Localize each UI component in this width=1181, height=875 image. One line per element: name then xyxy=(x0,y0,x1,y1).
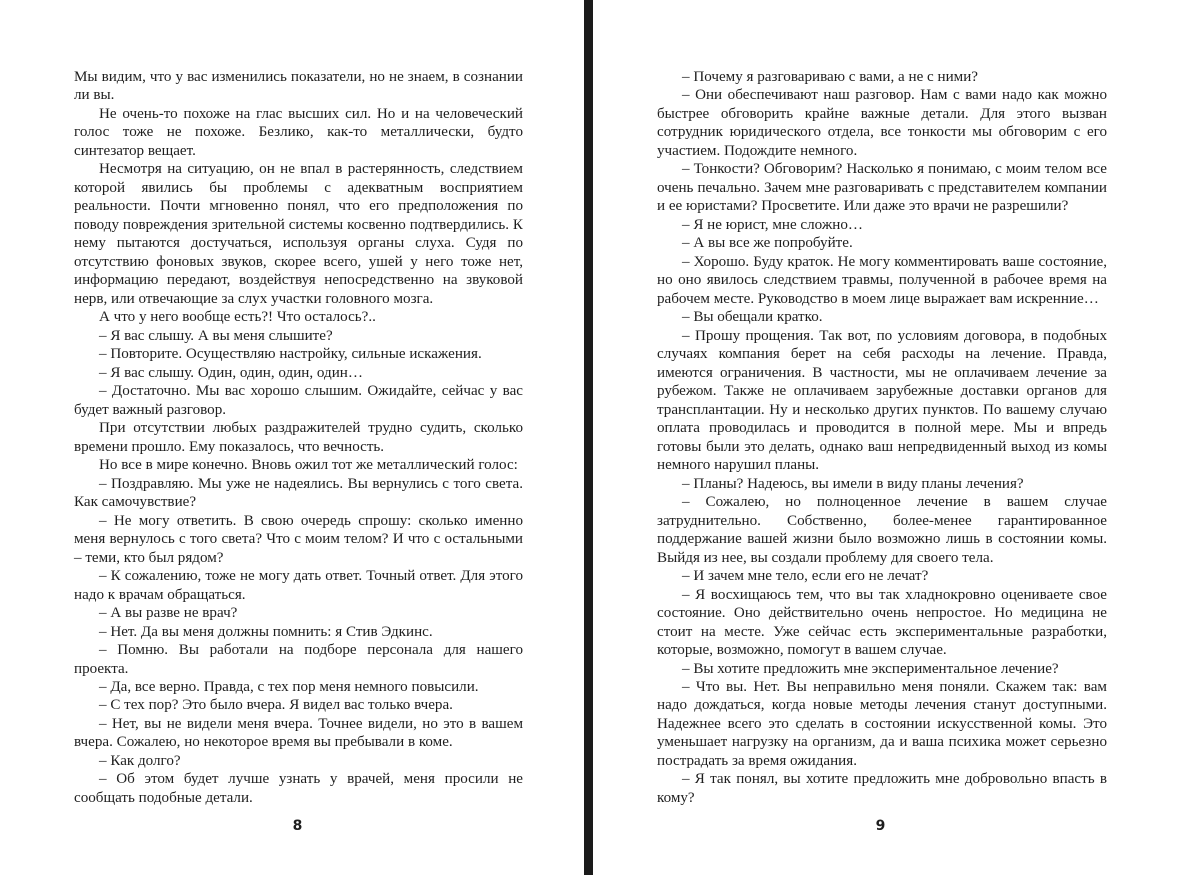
paragraph: Но все в мире конечно. Вновь ожил тот же металлический голос: xyxy=(99,457,518,474)
dialogue-line: – Помню. Вы работали на подборе персонала для нашего проекта. xyxy=(74,642,523,677)
paragraph: Несмотря на ситуацию, он не впал в растерянность, следствием которой явились бы проблемы с адекватным восприятием реальности. Почти мгновенно понял, что его предположения по поводу повреждения зрительной системы косвенно подтвердились. К нему пытаются достучаться, используя органы слуха. Судя по отсутствию фоновых звуков, скорее всего, ушей у него тоже нет, информацию передают, воздействуя непосредственно на звуковой нерв, или отвечающие за слух участки головного мозга. xyxy=(74,161,523,307)
paragraph: Не очень-то похоже на глас высших сил. Но и на человеческий голос тоже не похоже. Безлико, как-то металлически, будто синтезатор вещает. xyxy=(74,105,523,159)
dialogue-line: – Об этом будет лучше узнать у врачей, меня просили не сообщать подобные детали. xyxy=(74,771,523,806)
dialogue-line: – Прошу прощения. Так вот, по условиям договора, в подобных случаях компания берет на себя расходы на лечение. Правда, имеются ограничения. В частности, мы не оплачиваем лечение за рубежом. Также не оплачиваем зарубежные доставки органов для трансплантации. Ну и несколько других пунктов. По вашему случаю оплата проводилась и проводится в полной мере. Мы и впредь готовы были это делать, однако ваш непредвиденный выход из комы немного нарушил планы. xyxy=(657,327,1107,474)
paragraph: При отсутствии любых раздражителей трудно судить, сколько времени прошло. Ему показалось, что вечность. xyxy=(74,420,523,455)
dialogue-line: – А вы все же попробуйте. xyxy=(682,235,853,252)
page-number: 8 xyxy=(292,818,304,834)
dialogue-line: – Я восхищаюсь тем, что вы так хладнокровно оцениваете свое состояние. Оно действительно очень непростое. Но медицина не стоит на месте. Уже сейчас есть экспериментальные разработки, которые, возможно, помогут в вашем случае. xyxy=(657,586,1107,659)
right-page-text xyxy=(657,68,1107,807)
dialogue-line: – Тонкости? Обговорим? Насколько я понимаю, с моим телом все очень печально. Зачем мне разговаривать с представителем компании и ее юристами? Просветите. Или даже это врачи не разрешили? xyxy=(657,161,1107,215)
dialogue-line: – А вы разве не врач? xyxy=(99,605,238,622)
dialogue-line: – Нет. Да вы меня должны помнить: я Стив Эдкинс. xyxy=(99,623,433,640)
book-spine xyxy=(584,0,593,875)
dialogue-line: – С тех пор? Это было вчера. Я видел вас только вчера. xyxy=(99,697,453,714)
dialogue-line: – Я вас слышу. Один, один, один, один… xyxy=(99,364,363,381)
dialogue-line: – Они обеспечивают наш разговор. Нам с вами надо как можно быстрее обговорить крайне важные детали. Для этого вызван сотрудник юридического отдела, все тонкости мы обговорим с его участием. Подождите немного. xyxy=(657,87,1107,159)
right-page xyxy=(593,0,1181,875)
dialogue-line: – Вы хотите предложить мне экспериментальное лечение? xyxy=(682,660,1059,677)
left-page xyxy=(0,0,584,875)
dialogue-line: – Я вас слышу. А вы меня слышите? xyxy=(99,327,333,344)
dialogue-line: – Да, все верно. Правда, с тех пор меня немного повысили. xyxy=(99,678,479,695)
paragraph: А что у него вообще есть?! Что осталось?.. xyxy=(99,309,376,326)
paragraph: Мы видим, что у вас изменились показатели, но не знаем, в сознании ли вы. xyxy=(74,69,523,104)
dialogue-line: – Достаточно. Мы вас хорошо слышим. Ожидайте, сейчас у вас будет важный разговор. xyxy=(74,383,523,418)
dialogue-line: – Я не юрист, мне сложно… xyxy=(682,216,863,233)
dialogue-line: – Вы обещали кратко. xyxy=(682,309,823,326)
dialogue-line: – Планы? Надеюсь, вы имели в виду планы лечения? xyxy=(682,475,1024,492)
dialogue-line: – Что вы. Нет. Вы неправильно меня поняли. Скажем так: вам надо дождаться, когда новые методы лечения станут доступными. Надежнее всего это сделать в состоянии искусственной комы. Это уменьшает нагрузку на организм, да и ваша психика может серьезно пострадать за время ожидания. xyxy=(657,678,1107,769)
dialogue-line: – Хорошо. Буду краток. Не могу комментировать ваше состояние, но оно явилось следствием травмы, полученной в рабочее время на рабочем месте. Руководство в моем лице выражает вам искренние… xyxy=(657,253,1107,307)
dialogue-line: – Сожалею, но полноценное лечение в вашем случае затруднительно. Собственно, более-менее гарантированное поддержание вашей жизни было возможно лишь в состоянии комы. Выйдя из нее, вы создали проблему для своего тела. xyxy=(657,494,1107,566)
dialogue-line: – Почему я разговариваю с вами, а не с ними? xyxy=(682,69,979,85)
left-page-text xyxy=(74,68,523,807)
page-number: 9 xyxy=(875,818,887,834)
dialogue-line: – Как долго? xyxy=(99,752,181,769)
dialogue-line: – Повторите. Осуществляю настройку, сильные искажения. xyxy=(99,346,482,363)
dialogue-line: – Поздравляю. Мы уже не надеялись. Вы вернулись с того света. Как самочувствие? xyxy=(74,475,523,511)
dialogue-line: – Не могу ответить. В свою очередь спрошу: сколько именно меня вернулось с того света? Что с моим телом? И что с остальными – теми, кто был рядом? xyxy=(74,512,523,566)
dialogue-line: – К сожалению, тоже не могу дать ответ. Точный ответ. Для этого надо к врачам обращаться. xyxy=(74,568,523,603)
dialogue-line: – Я так понял, вы хотите предложить мне добровольно впасть в кому? xyxy=(657,771,1107,806)
dialogue-line: – И зачем мне тело, если его не лечат? xyxy=(682,568,929,585)
dialogue-line: – Нет, вы не видели меня вчера. Точнее видели, но это в вашем вчера. Сожалею, но некоторое время вы пребывали в коме. xyxy=(74,715,523,751)
